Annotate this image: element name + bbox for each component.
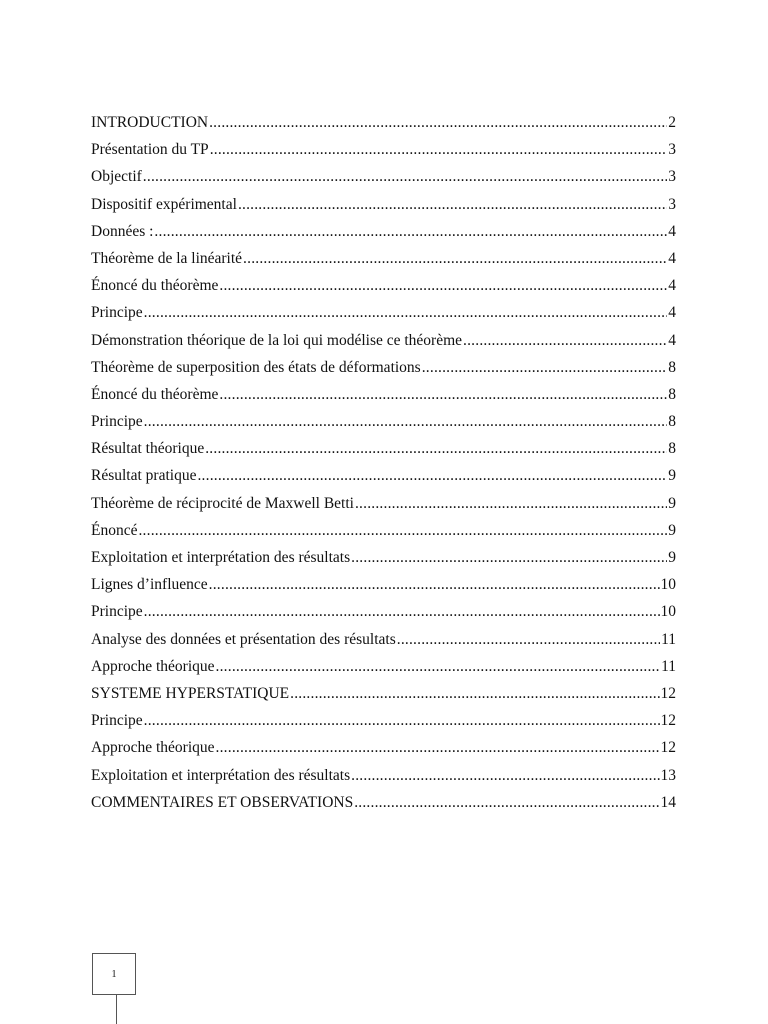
toc-entry-page-number: 4 bbox=[668, 304, 676, 322]
toc-dot-leader bbox=[154, 218, 667, 245]
toc-entry-page-number: 2 bbox=[668, 114, 676, 131]
page-number-box-connector bbox=[116, 995, 117, 1024]
toc-entry[interactable] bbox=[91, 517, 676, 544]
toc-entry-title: Énoncé du théorème bbox=[91, 385, 219, 403]
toc-dot-leader bbox=[197, 462, 667, 489]
toc-entry[interactable] bbox=[91, 354, 676, 381]
toc-entry-title: SYSTEME HYPERSTATIQUE bbox=[91, 684, 290, 702]
toc-dot-leader bbox=[209, 109, 667, 136]
toc-entry-title: Approche théorique bbox=[91, 739, 215, 757]
toc-entry-page-number: 11 bbox=[661, 630, 676, 648]
toc-entry-page-number: 8 bbox=[668, 358, 676, 376]
toc-dot-leader bbox=[205, 435, 667, 462]
toc-dot-leader bbox=[219, 381, 667, 408]
toc-dot-leader bbox=[209, 571, 660, 598]
toc-entry-title: Énoncé bbox=[91, 521, 138, 539]
toc-dot-leader bbox=[351, 762, 659, 789]
toc-dot-leader bbox=[397, 626, 660, 653]
toc-dot-leader bbox=[463, 327, 667, 354]
page-number-box bbox=[92, 953, 136, 995]
toc-entry[interactable] bbox=[91, 598, 676, 625]
toc-entry-page-number: 10 bbox=[660, 576, 676, 594]
toc-entry-page-number: 3 bbox=[668, 168, 676, 186]
toc-entry[interactable] bbox=[91, 734, 676, 761]
toc-entry[interactable] bbox=[91, 762, 676, 789]
toc-dot-leader bbox=[238, 191, 667, 218]
toc-dot-leader bbox=[210, 136, 668, 163]
toc-entry-title: COMMENTAIRES ET OBSERVATIONS bbox=[91, 793, 354, 811]
toc-entry-title: Données : bbox=[91, 222, 154, 240]
toc-entry-page-number: 8 bbox=[668, 385, 676, 403]
toc-dot-leader bbox=[354, 789, 659, 816]
page-number: 1 bbox=[111, 968, 117, 980]
toc-entry[interactable] bbox=[91, 191, 676, 218]
toc-entry-title: Présentation du TP bbox=[91, 141, 209, 159]
toc-entry-title: Objectif bbox=[91, 168, 142, 186]
toc-entry[interactable] bbox=[91, 408, 676, 435]
toc-entry-page-number: 3 bbox=[668, 195, 676, 213]
toc-entry[interactable] bbox=[91, 381, 676, 408]
toc-entry-title: Exploitation et interprétation des résultats bbox=[91, 766, 351, 784]
toc-dot-leader bbox=[216, 734, 660, 761]
toc-entry[interactable] bbox=[91, 789, 676, 816]
toc-entry-title: Démonstration théorique de la loi qui modélise ce théorème bbox=[91, 331, 463, 349]
toc-entry-page-number: 8 bbox=[668, 440, 676, 458]
toc-entry-title: Analyse des données et présentation des résultats bbox=[91, 630, 396, 648]
toc-entry-page-number: 9 bbox=[668, 494, 676, 512]
toc-entry[interactable] bbox=[91, 490, 676, 517]
toc-dot-leader bbox=[422, 354, 668, 381]
toc-entry-title: Résultat pratique bbox=[91, 467, 197, 485]
toc-entry[interactable] bbox=[91, 218, 676, 245]
toc-entry-title: Théorème de superposition des états de déformations bbox=[91, 358, 421, 376]
toc-entry[interactable] bbox=[91, 327, 676, 354]
toc-dot-leader bbox=[243, 245, 667, 272]
toc-dot-leader bbox=[138, 517, 667, 544]
toc-entry-page-number: 11 bbox=[661, 657, 676, 675]
toc-dot-leader bbox=[144, 598, 660, 625]
toc-entry[interactable] bbox=[91, 544, 676, 571]
toc-dot-leader bbox=[355, 490, 667, 517]
toc-entry[interactable] bbox=[91, 163, 676, 190]
toc-entry-page-number: 14 bbox=[660, 793, 676, 811]
toc-entry-page-number: 13 bbox=[660, 766, 676, 784]
toc-dot-leader bbox=[290, 680, 659, 707]
toc-entry[interactable] bbox=[91, 299, 676, 326]
toc-entry[interactable] bbox=[91, 462, 676, 489]
toc-entry-title: Théorème de la linéarité bbox=[91, 249, 243, 267]
toc-entry-page-number: 4 bbox=[668, 222, 676, 240]
toc-entry-page-number: 10 bbox=[660, 603, 676, 621]
toc-entry-page-number: 4 bbox=[668, 277, 676, 295]
toc-dot-leader bbox=[216, 653, 661, 680]
toc-entry[interactable] bbox=[91, 626, 676, 653]
toc-entry-title: Principe bbox=[91, 712, 143, 730]
toc-entry-title: Principe bbox=[91, 304, 143, 322]
toc-entry-title: Dispositif expérimental bbox=[91, 195, 237, 213]
toc-entry[interactable] bbox=[91, 571, 676, 598]
toc-entry-page-number: 12 bbox=[660, 684, 676, 702]
toc-entry-page-number: 9 bbox=[668, 521, 676, 539]
toc-entry-title: Principe bbox=[91, 603, 143, 621]
toc-dot-leader bbox=[144, 408, 668, 435]
toc-entry-title: Énoncé du théorème bbox=[91, 277, 219, 295]
toc-dot-leader bbox=[351, 544, 667, 571]
toc-entry[interactable] bbox=[91, 707, 676, 734]
toc-entry[interactable] bbox=[91, 680, 676, 707]
toc-dot-leader bbox=[143, 163, 667, 190]
toc-entry[interactable] bbox=[91, 136, 676, 163]
toc-entry-page-number: 12 bbox=[660, 739, 676, 757]
toc-entry-title: Principe bbox=[91, 413, 143, 431]
toc-entry-page-number: 8 bbox=[668, 413, 676, 431]
toc-entry-page-number: 12 bbox=[660, 712, 676, 730]
toc-entry-page-number: 9 bbox=[668, 549, 676, 566]
toc-entry[interactable] bbox=[91, 272, 676, 299]
toc-entry-title: Résultat théorique bbox=[91, 440, 205, 458]
toc-entry[interactable] bbox=[91, 435, 676, 462]
toc-entry-title: Théorème de réciprocité de Maxwell Betti bbox=[91, 494, 354, 512]
toc-entry-page-number: 9 bbox=[668, 467, 676, 485]
toc-entry-title: INTRODUCTION bbox=[91, 114, 209, 131]
toc-entry-page-number: 4 bbox=[668, 331, 676, 349]
toc-entry[interactable] bbox=[91, 653, 676, 680]
toc-entry-page-number: 3 bbox=[668, 141, 676, 159]
toc-entry-title: Exploitation et interprétation des résultats bbox=[91, 549, 351, 566]
toc-entry-title: Lignes d’influence bbox=[91, 576, 208, 594]
toc-dot-leader bbox=[144, 299, 668, 326]
toc-entry-title: Approche théorique bbox=[91, 657, 215, 675]
toc-entry[interactable] bbox=[91, 245, 676, 272]
toc-dot-leader bbox=[219, 272, 667, 299]
toc-entry[interactable] bbox=[91, 109, 676, 136]
toc-dot-leader bbox=[144, 707, 660, 734]
table-of-contents bbox=[91, 109, 676, 816]
toc-entry-page-number: 4 bbox=[668, 249, 676, 267]
